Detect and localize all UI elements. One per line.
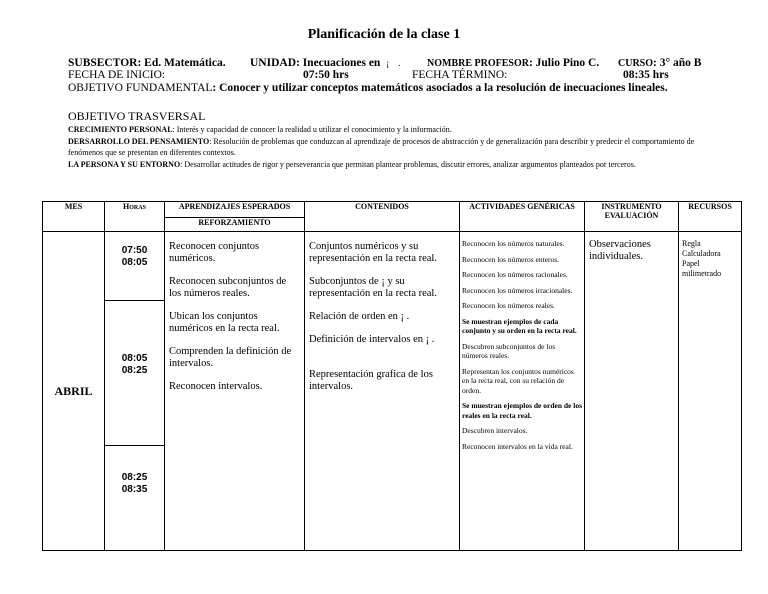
objetivo-item-text: : Desarrollar actitudes de rigor y perseverancia que permitan plantear problemas, discutir errores, analizar argumentos planteados por terceros. — [180, 159, 636, 169]
profesor-label: NOMBRE PROFESOR — [427, 58, 529, 69]
subsector-label: SUBSECTOR: Ed. Matemática. — [68, 57, 226, 69]
header-contenidos: CONTENIDOS — [305, 202, 460, 232]
header-recursos: RECURSOS — [679, 202, 742, 232]
actividad-item: Representan los conjuntos numéricos en la recta real, con su relación de orden. — [462, 366, 574, 395]
curso-label: CURSO — [618, 58, 654, 69]
profesor-field — [427, 57, 599, 69]
curso-value: : 3° año B — [653, 57, 702, 69]
unidad-label: UNIDAD: Inecuaciones en ¡ . — [250, 57, 401, 69]
hours-end: 08:25 — [121, 365, 148, 376]
header-instrumento-line1: INSTRUMENTO — [601, 202, 662, 211]
fecha-inicio-label: FECHA DE INICIO: — [68, 69, 166, 81]
objetivo-item — [68, 159, 708, 171]
contenidos-cell — [305, 232, 460, 551]
objetivo-item-text: : Interés y capacidad de conocer la realidad u utilizar el conocimiento y la información. — [172, 125, 452, 134]
header-horas: Horas — [105, 202, 165, 232]
actividad-item: Reconocen los números racionales. — [462, 270, 568, 279]
contenido-item: Subconjuntos de ¡ y su representación en la recta real. — [309, 276, 437, 299]
actividad-item: Se muestran ejemplos de orden de los reales en la recta real. — [462, 401, 582, 420]
actividad-item: Reconocen los números enteros. — [462, 254, 560, 264]
curso-field — [618, 57, 701, 69]
aprendizaje-item: Reconocen conjuntos numéricos. — [169, 241, 260, 264]
mes-cell: ABRIL — [43, 232, 105, 551]
contenido-item: Relación de orden en ¡ . — [309, 311, 410, 322]
header-mes: MES — [43, 202, 105, 232]
objetivo-item — [68, 124, 708, 136]
recurso-item: Papel milimetrado — [682, 259, 722, 278]
unidad-symbol: ¡ — [386, 58, 390, 68]
header-evaluacion-line2: EVALUACIÓN — [604, 211, 659, 220]
hours-start: 08:05 — [121, 353, 148, 364]
actividad-item: Descubren subconjuntos de los números reales. — [462, 341, 556, 360]
aprendizajes-cell — [165, 232, 305, 551]
hours-end: 08:05 — [121, 257, 148, 268]
recurso-item: Calculadora — [682, 249, 721, 258]
objetivo-item-label: CRECIMIENTO PERSONAL — [68, 125, 173, 134]
planning-table — [42, 201, 742, 551]
hours-cell — [105, 301, 165, 446]
actividad-item: Reconocen los números reales. — [462, 301, 555, 310]
header-reforzamiento: REFORZAMIENTO — [165, 218, 305, 232]
recurso-item: Regla — [682, 239, 701, 248]
hours-cell — [105, 446, 165, 551]
actividad-item: Reconocen intervalos en la vida real. — [462, 441, 573, 451]
header-actividades: ACTIVIDADES GENÉRICAS — [460, 202, 585, 232]
recursos-cell — [679, 232, 742, 551]
actividades-cell — [460, 232, 585, 551]
contenido-item: Conjuntos numéricos y su representación en la recta real. — [309, 241, 437, 264]
objetivo-item-label: LA PERSONA Y SU ENTORNO — [68, 159, 181, 169]
actividad-item: Reconocen los números irracionales. — [462, 285, 573, 295]
contenido-item: Definición de intervalos en ¡ . — [309, 334, 435, 345]
objetivo-fundamental-value: : Conocer y utilizar conceptos matemáticos asociados a la resolución de inecuaciones lineales. — [212, 82, 668, 94]
actividades-list — [460, 239, 584, 451]
objetivo-fundamental-label: OBJETIVO FUNDAMENTAL — [68, 82, 213, 94]
fecha-inicio-value: 07:50 hrs — [303, 69, 349, 81]
contenido-item: Representación grafica de los intervalos. — [309, 369, 433, 392]
profesor-value: : Julio Pino C. — [528, 57, 600, 69]
aprendizaje-item: Comprenden la definición de intervalos. — [169, 346, 292, 369]
header-instrumento — [585, 202, 679, 232]
hours-start: 08:25 — [121, 472, 148, 483]
aprendizaje-item: Reconocen subconjuntos de los números reales. — [169, 276, 287, 299]
instrumento-value: Observaciones individuales. — [589, 239, 651, 262]
hours-start: 07:50 — [121, 245, 148, 256]
actividad-item: Se muestran ejemplos de cada conjunto y su orden en la recta real. — [462, 316, 577, 335]
actividad-item: Reconocen los números naturales. — [462, 239, 565, 248]
instrumento-cell — [585, 232, 679, 551]
objetivo-transversal-title: OBJETIVO TRASVERSAL — [68, 109, 206, 123]
fecha-termino-label: FECHA TÉRMINO: — [412, 69, 508, 81]
aprendizaje-item: Ubican los conjuntos numéricos en la recta real. — [169, 311, 280, 334]
aprendizaje-item: Reconocen intervalos. — [169, 381, 263, 392]
hours-cell — [105, 232, 165, 301]
recursos-list — [679, 232, 741, 281]
unidad-text: UNIDAD: Inecuaciones en — [250, 57, 381, 69]
objetivo-item — [68, 136, 708, 159]
fecha-termino-value: 08:35 hrs — [623, 69, 669, 81]
header-aprendizajes: APRENDIZAJES ESPERADOS — [165, 202, 305, 218]
objetivo-transversal-items — [68, 124, 708, 170]
hours-end: 08:35 — [121, 484, 148, 495]
objetivo-item-label: DERSARROLLO DEL PENSAMIENTO — [68, 136, 210, 146]
objetivo-item-text: : Resolución de problemas que conduzcan al aprendizaje de procesos de abstracción y de generalización para describir y predecir el comportamiento de fenómenos que se presentan en diferentes contextos. — [68, 136, 695, 157]
objetivo-fundamental — [68, 82, 668, 94]
actividad-item: Descubren intervalos. — [462, 426, 528, 435]
page-title: Planificación de la clase 1 — [307, 27, 461, 42]
